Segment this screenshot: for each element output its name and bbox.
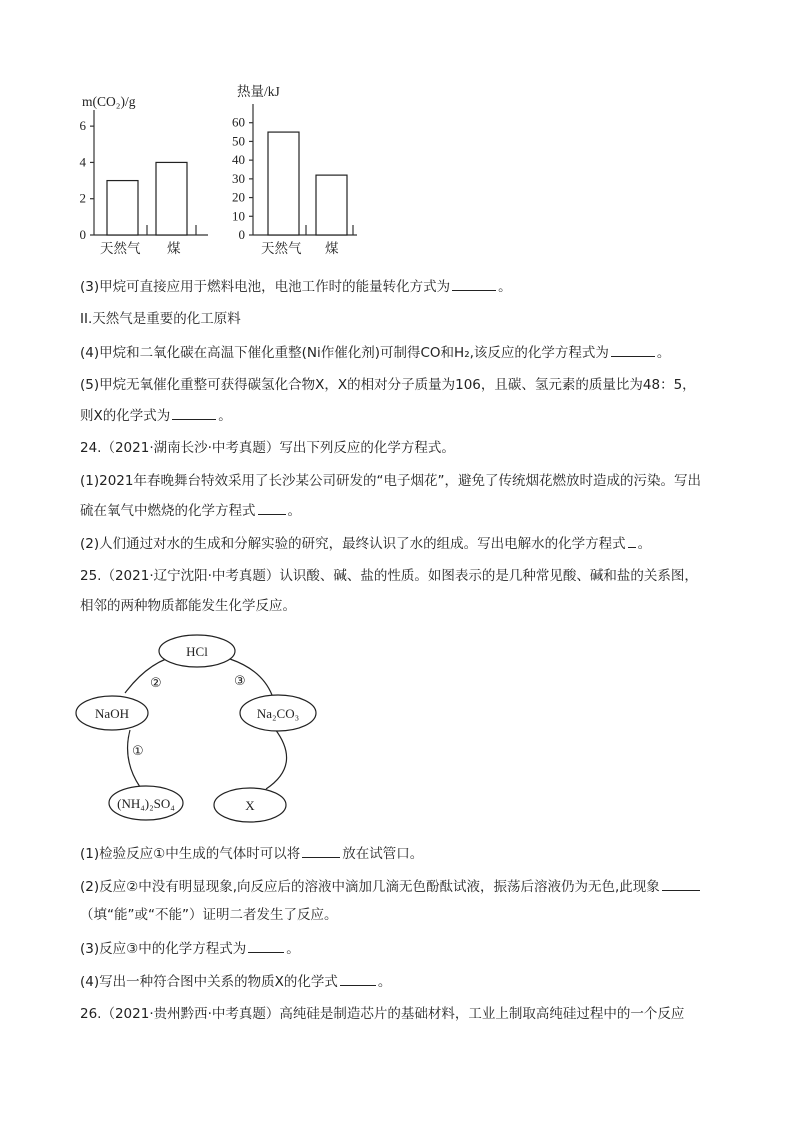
reaction-3-label: ③ <box>234 674 246 689</box>
p24-1-line-a: (1)2021年春晚舞台特效采用了长沙某公司研发的“电子烟花”，避免了传统烟花燃放时造成的污染。写出 <box>80 473 701 489</box>
p25-4-line: (4)写出一种符合图中关系的物质X的化学式 。 <box>80 971 740 992</box>
answer-blank[interactable] <box>452 276 496 291</box>
node-nh4so4-label: (NH₄)₂SO₄ <box>117 796 175 811</box>
p25-2-line-a: (2)反应②中没有明显现象,向反应后的溶液中滴加几滴无色酚酞试液，振荡后溶液仍为无色,此现象 <box>80 876 740 897</box>
reaction-1-label: ① <box>132 744 144 759</box>
q5-line-b: 则X的化学式为 。 <box>80 405 740 426</box>
chart2-cat-label: 煤 <box>325 241 339 257</box>
p25-1-line: (1)检验反应①中生成的气体时可以将 放在试管口。 <box>80 843 740 864</box>
arc-na2co3-x <box>266 729 287 789</box>
bar-coal <box>316 175 347 235</box>
y-tick-label: 10 <box>232 208 245 224</box>
p25-line-b: 相邻的两种物质都能发生化学反应。 <box>80 598 296 614</box>
p26-line: 26.（2021·贵州黔西·中考真题）高纯硅是制造芯片的基础材料，工业上制取高纯硅过程中的一个反应 <box>80 1006 685 1022</box>
co2-mass-chart <box>70 88 220 258</box>
answer-blank[interactable] <box>248 938 284 953</box>
bar-natural-gas <box>268 132 299 235</box>
reaction-2-label: ② <box>150 676 162 691</box>
heat-chart <box>225 80 365 258</box>
answer-blank[interactable] <box>628 533 636 548</box>
answer-blank[interactable] <box>340 971 376 986</box>
node-hcl-label: HCl <box>186 644 208 659</box>
p25-2-line-b: （填“能”或“不能”）证明二者发生了反应。 <box>80 907 338 923</box>
answer-blank[interactable] <box>302 843 340 858</box>
reaction-diagram <box>70 625 340 835</box>
answer-blank[interactable] <box>611 342 655 357</box>
p24-2-line: (2)人们通过对水的生成和分解实验的研究，最终认识了水的组成。写出电解水的化学方程式 。 <box>80 533 740 554</box>
bar-natural-gas <box>107 181 138 235</box>
answer-blank[interactable] <box>172 405 216 420</box>
y-tick-label: 2 <box>79 190 86 206</box>
y-tick-label: 60 <box>232 114 245 130</box>
y-tick-label: 0 <box>238 227 245 242</box>
answer-blank[interactable] <box>662 876 700 891</box>
chart1-cat-label: 煤 <box>167 241 181 257</box>
q3-line: (3)甲烷可直接应用于燃料电池，电池工作时的能量转化方式为 。 <box>80 276 740 297</box>
y-tick-label: 30 <box>232 170 245 186</box>
bar-coal <box>156 162 187 235</box>
y-tick-label: 50 <box>232 133 245 149</box>
p24-1-line-b: 硫在氧气中燃烧的化学方程式 。 <box>80 500 740 521</box>
node-naoh-label: NaOH <box>95 706 129 721</box>
y-tick-label: 20 <box>232 189 245 205</box>
node-x-label: X <box>245 798 255 813</box>
y-tick-label: 40 <box>232 152 245 168</box>
q4-line: (4)甲烷和二氧化碳在高温下催化重整(Ni作催化剂)可制得CO和H₂,该反应的化学方程式为 。 <box>80 342 740 363</box>
chart2-ylabel: 热量/kJ <box>237 84 280 99</box>
part2-heading: II.天然气是重要的化工原料 <box>80 311 241 327</box>
answer-blank[interactable] <box>258 500 286 515</box>
chart1-cat-label: 天然气 <box>100 241 141 257</box>
node-na2co3-label: Na₂CO₃ <box>256 706 300 721</box>
p24-heading: 24.（2021·湖南长沙·中考真题）写出下列反应的化学方程式。 <box>80 440 455 456</box>
chart1-ylabel: m(CO₂)/g <box>82 94 136 109</box>
y-tick-label: 4 <box>79 154 86 170</box>
y-tick-label: 6 <box>79 118 86 134</box>
p25-3-line: (3)反应③中的化学方程式为 。 <box>80 938 740 959</box>
q5-line-a: (5)甲烷无氧催化重整可获得碳氢化合物X，X的相对分子质量为106，且碳、氢元素的质量比为48：5， <box>80 377 696 393</box>
chart2-cat-label: 天然气 <box>261 241 302 257</box>
y-tick-label: 0 <box>79 227 86 242</box>
p25-line-a: 25.（2021·辽宁沈阳·中考真题）认识酸、碱、盐的性质。如图表示的是几种常见酸、碱和盐的关系图， <box>80 568 698 584</box>
